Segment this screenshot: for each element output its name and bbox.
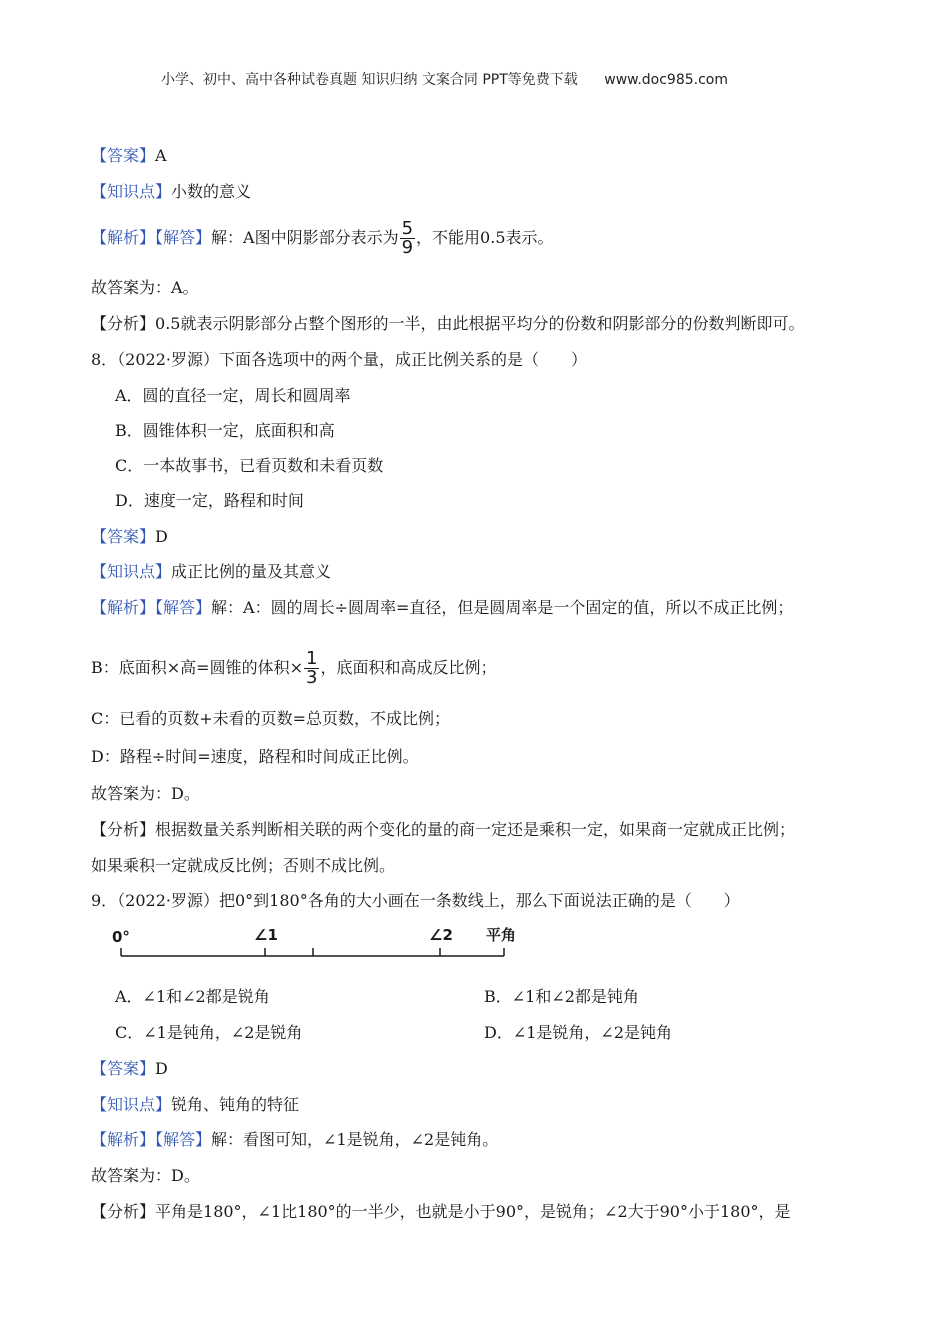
label-angle-1: ∠1 bbox=[254, 926, 278, 944]
q8-analysis-b-line bbox=[91, 648, 496, 688]
q7-frac-den: 9 bbox=[401, 237, 414, 258]
label-angle-2: ∠2 bbox=[429, 926, 453, 944]
q7-remark: 0.5就表示阴影部分占整个图形的一半，由此根据平均分的份数和阴影部分的份数判断即可。 bbox=[155, 314, 805, 333]
q8-option-d: D．速度一定，路程和时间 bbox=[115, 491, 304, 510]
q8-answer-line bbox=[91, 527, 168, 547]
q9-option-c: C．∠1是钝角，∠2是锐角 bbox=[115, 1023, 303, 1042]
q9-answer-line bbox=[91, 1059, 168, 1079]
q8-analysis-c: C：已看的页数+未看的页数=总页数，不成比例； bbox=[91, 709, 451, 728]
q7-conclusion: 故答案为：A。 bbox=[91, 278, 199, 297]
q9-number-line-figure bbox=[108, 922, 528, 966]
q7-knowledge: 小数的意义 bbox=[171, 182, 252, 201]
q7-fraction bbox=[400, 220, 415, 257]
q8-analysis-a-line bbox=[91, 598, 793, 618]
q7-knowledge-line bbox=[91, 182, 251, 202]
q7-answer: A bbox=[155, 146, 167, 165]
q9-knowledge-line bbox=[91, 1095, 299, 1115]
header-text: 小学、初中、高中各种试卷真题 知识归纳 文案合同 PPT等免费下载 bbox=[161, 72, 578, 88]
q8-analysis-b-pre: B：底面积×高=圆锥的体积× bbox=[91, 658, 303, 677]
q8-remark-1: 根据数量关系判断相关联的两个变化的量的商一定还是乘积一定，如果商一定就成正比例； bbox=[155, 820, 796, 839]
q8-answer: D bbox=[155, 527, 168, 546]
q8-fraction bbox=[304, 650, 319, 687]
q8-question: 8．（2022·罗源）下面各选项中的两个量，成正比例关系的是（ ） bbox=[91, 350, 587, 369]
q7-frac-num: 5 bbox=[401, 218, 414, 239]
label-straight-angle: 平角 bbox=[486, 926, 517, 944]
q9-analysis: 解：看图可知，∠1是锐角，∠2是钝角。 bbox=[211, 1130, 499, 1149]
q9-remark-line bbox=[91, 1202, 791, 1222]
q8-analysis-a: 解：A：圆的周长÷圆周率=直径，但是圆周率是一个固定的值，所以不成正比例； bbox=[211, 598, 794, 617]
label-0-degree: 0° bbox=[112, 928, 130, 946]
answer-tag: 【答案】 bbox=[91, 527, 156, 546]
answer-tag: 【答案】 bbox=[91, 1059, 156, 1078]
q9-remark: 平角是180°，∠1比180°的一半少，也就是小于90°，是锐角；∠2大于90°小于180°，是 bbox=[155, 1202, 791, 1221]
remark-tag: 【分析】 bbox=[91, 1202, 156, 1221]
q8-frac-den: 3 bbox=[305, 667, 318, 688]
knowledge-tag: 【知识点】 bbox=[91, 562, 172, 581]
q8-option-b: B．圆锥体积一定，底面积和高 bbox=[115, 421, 335, 440]
page-header bbox=[161, 70, 728, 90]
q8-option-a: A．圆的直径一定，周长和圆周率 bbox=[115, 386, 351, 405]
q9-conclusion: 故答案为：D。 bbox=[91, 1166, 200, 1185]
header-url: www.doc985.com bbox=[604, 72, 728, 88]
solution-tag: 【解答】 bbox=[155, 228, 212, 247]
knowledge-tag: 【知识点】 bbox=[91, 1095, 172, 1114]
q7-analysis-line bbox=[91, 218, 554, 258]
q9-option-a: A．∠1和∠2都是锐角 bbox=[115, 987, 270, 1006]
q8-remark-line bbox=[91, 820, 795, 840]
q7-analysis-post: ，不能用0.5表示。 bbox=[416, 228, 554, 247]
analysis-tag: 【解析】 bbox=[91, 598, 156, 617]
q9-question: 9．（2022·罗源）把0°到180°各角的大小画在一条数线上，那么下面说法正确的是（ ） bbox=[91, 891, 740, 910]
q8-knowledge-line bbox=[91, 562, 331, 582]
q8-remark-2: 如果乘积一定就成反比例；否则不成比例。 bbox=[91, 856, 396, 875]
q7-answer-line bbox=[91, 146, 167, 166]
solution-tag: 【解答】 bbox=[155, 598, 212, 617]
analysis-tag: 【解析】 bbox=[91, 228, 156, 247]
solution-tag: 【解答】 bbox=[155, 1130, 212, 1149]
q9-option-b: B．∠1和∠2都是钝角 bbox=[484, 987, 639, 1006]
q8-knowledge: 成正比例的量及其意义 bbox=[171, 562, 332, 581]
q9-analysis-line bbox=[91, 1130, 498, 1150]
q9-knowledge: 锐角、钝角的特征 bbox=[171, 1095, 300, 1114]
q8-analysis-b-post: ，底面积和高成反比例； bbox=[320, 658, 497, 677]
q8-analysis-d: D：路程÷时间=速度，路程和时间成正比例。 bbox=[91, 747, 419, 766]
q9-answer: D bbox=[155, 1059, 168, 1078]
q8-conclusion: 故答案为：D。 bbox=[91, 784, 200, 803]
remark-tag: 【分析】 bbox=[91, 314, 156, 333]
q8-option-c: C．一本故事书，已看页数和未看页数 bbox=[115, 456, 384, 475]
remark-tag: 【分析】 bbox=[91, 820, 156, 839]
q9-option-d: D．∠1是锐角，∠2是钝角 bbox=[484, 1023, 673, 1042]
analysis-tag: 【解析】 bbox=[91, 1130, 156, 1149]
q7-remark-line bbox=[91, 314, 804, 334]
answer-tag: 【答案】 bbox=[91, 146, 156, 165]
knowledge-tag: 【知识点】 bbox=[91, 182, 172, 201]
q8-frac-num: 1 bbox=[305, 648, 318, 669]
q7-analysis-pre: 解：A图中阴影部分表示为 bbox=[211, 228, 399, 247]
